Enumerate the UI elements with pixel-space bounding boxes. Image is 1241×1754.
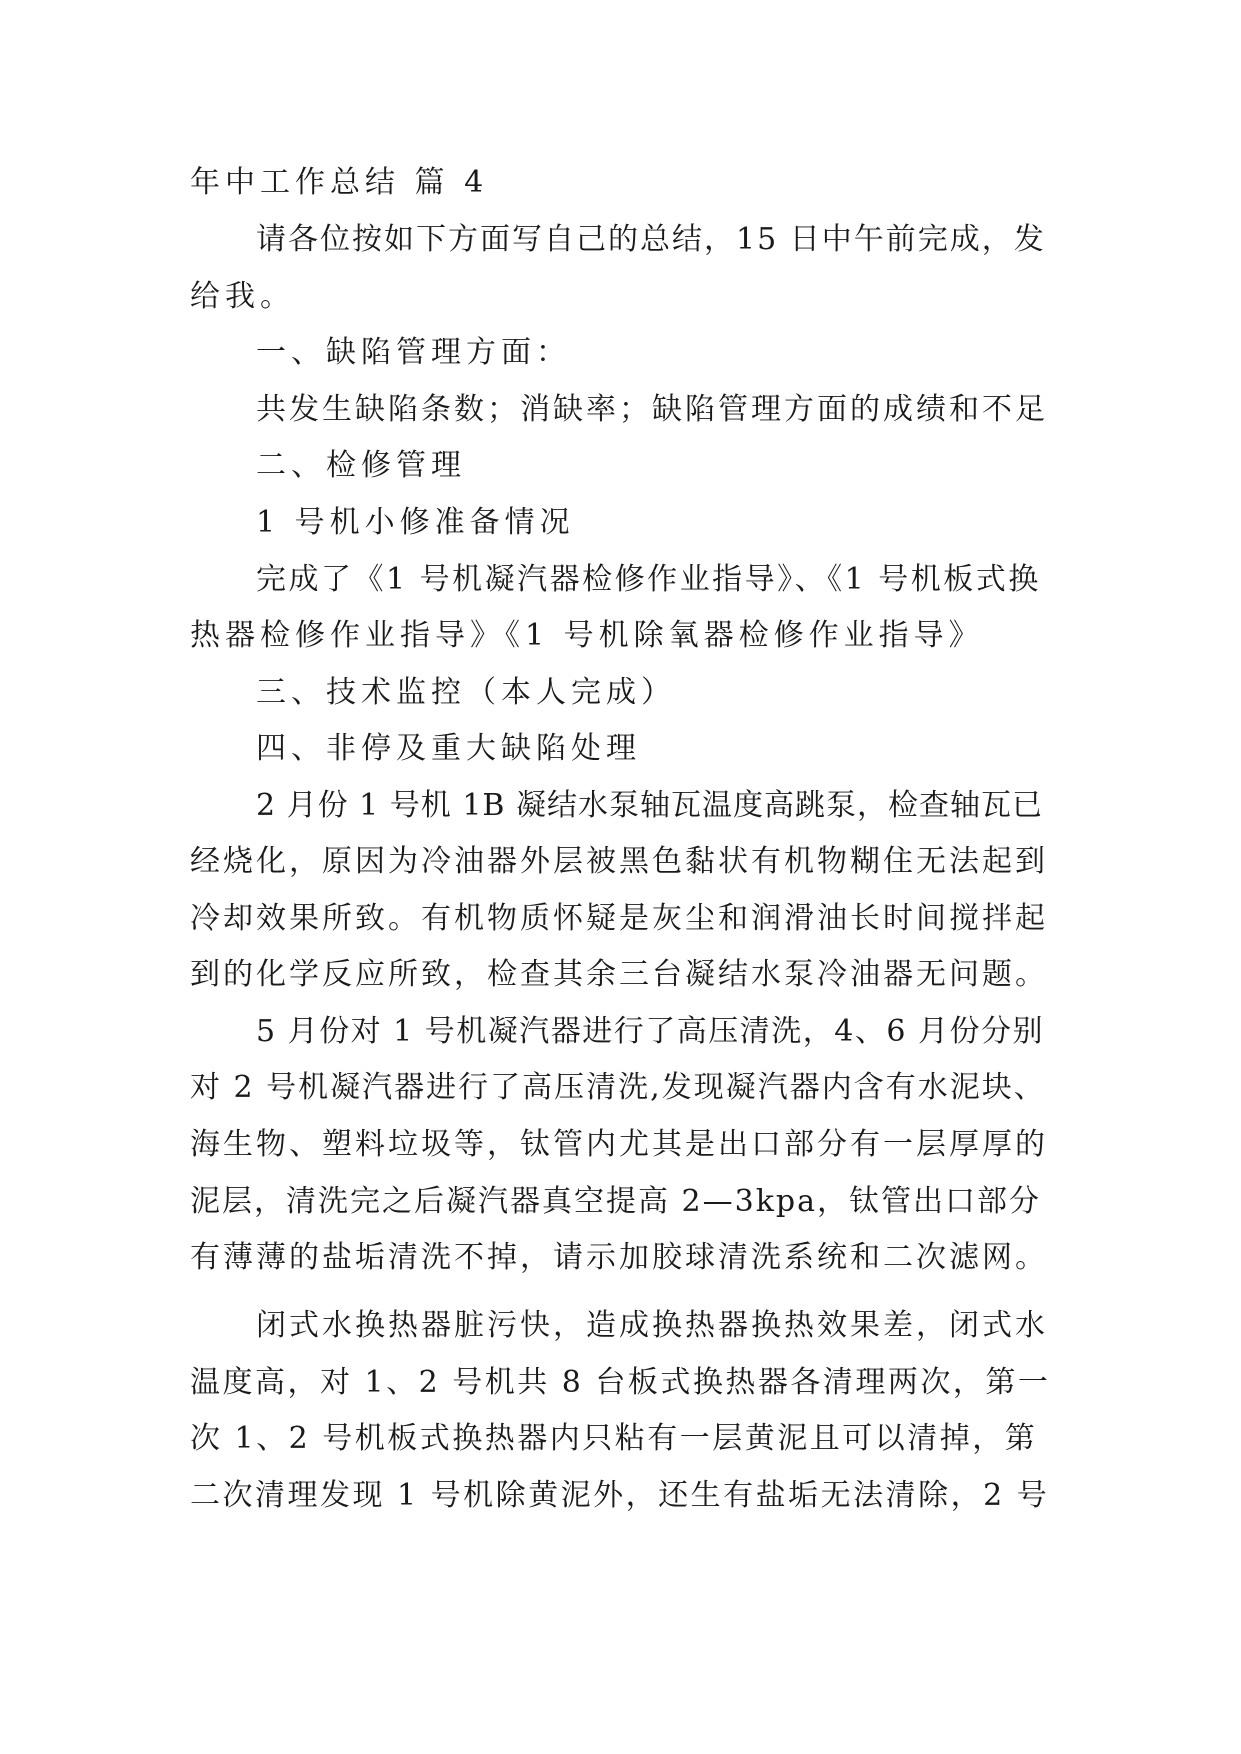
paragraph-line: 经烧化，原因为冷油器外层被黑色黏状有机物糊住无法起到 [190,844,1048,879]
paragraph-line: 有薄薄的盐垢清洗不掉，请示加胶球清洗系统和二次滤网。 [190,1240,1048,1275]
paragraph-line: 热器检修作业指导》《1 号机除氧器检修作业指导》 [190,618,984,653]
paragraph-line: 冷却效果所致。有机物质怀疑是灰尘和润滑油长时间搅拌起 [190,901,1048,936]
paragraph-line: 请各位按如下方面写自己的总结，15 日中午前完成，发 [256,222,1046,257]
paragraph-line: 给我。 [190,279,295,314]
paragraph-line: 温度高，对 1、2 号机共 8 台板式换热器各清理两次，第一 [190,1365,1051,1400]
document-title: 年中工作总结 篇 4 [190,165,489,200]
paragraph-line: 次 1、2 号机板式换热器内只粘有一层黄泥且可以清掉，第 [190,1421,1038,1456]
paragraph-line: 完成了《1 号机凝汽器检修作业指导》、《1 号机板式换 [256,562,1041,597]
section-heading: 一、缺陷管理方面： [256,335,571,370]
paragraph-line: 共发生缺陷条数；消缺率；缺陷管理方面的成绩和不足 [256,392,1048,427]
paragraph-line: 二次清理发现 1 号机除黄泥外，还生有盐垢无法清除，2 号 [190,1478,1050,1513]
section-heading: 三、技术监控（本人完成） [256,675,676,710]
paragraph-line: 到的化学反应所致，检查其余三台凝结水泵冷油器无问题。 [190,957,1048,992]
paragraph-line: 5 月份对 1 号机凝汽器进行了高压清洗，4、6 月份分别 [256,1014,1044,1049]
paragraph-line: 闭式水换热器脏污快，造成换热器换热效果差，闭式水 [256,1308,1048,1343]
paragraph-line: 1 号机小修准备情况 [256,505,575,540]
paragraph-line: 泥层，清洗完之后凝汽器真空提高 2—3kpa，钛管出口部分 [190,1184,1041,1219]
paragraph-line: 2 月份 1 号机 1B 凝结水泵轴瓦温度高跳泵，检查轴瓦已 [256,788,1043,823]
section-heading: 二、检修管理 [256,448,466,483]
section-heading: 四、非停及重大缺陷处理 [256,731,641,766]
paragraph-line: 对 2 号机凝汽器进行了高压清洗,发现凝汽器内含有水泥块、 [190,1070,1046,1105]
paragraph-line: 海生物、塑料垃圾等，钛管内尤其是出口部分有一层厚厚的 [190,1127,1048,1162]
